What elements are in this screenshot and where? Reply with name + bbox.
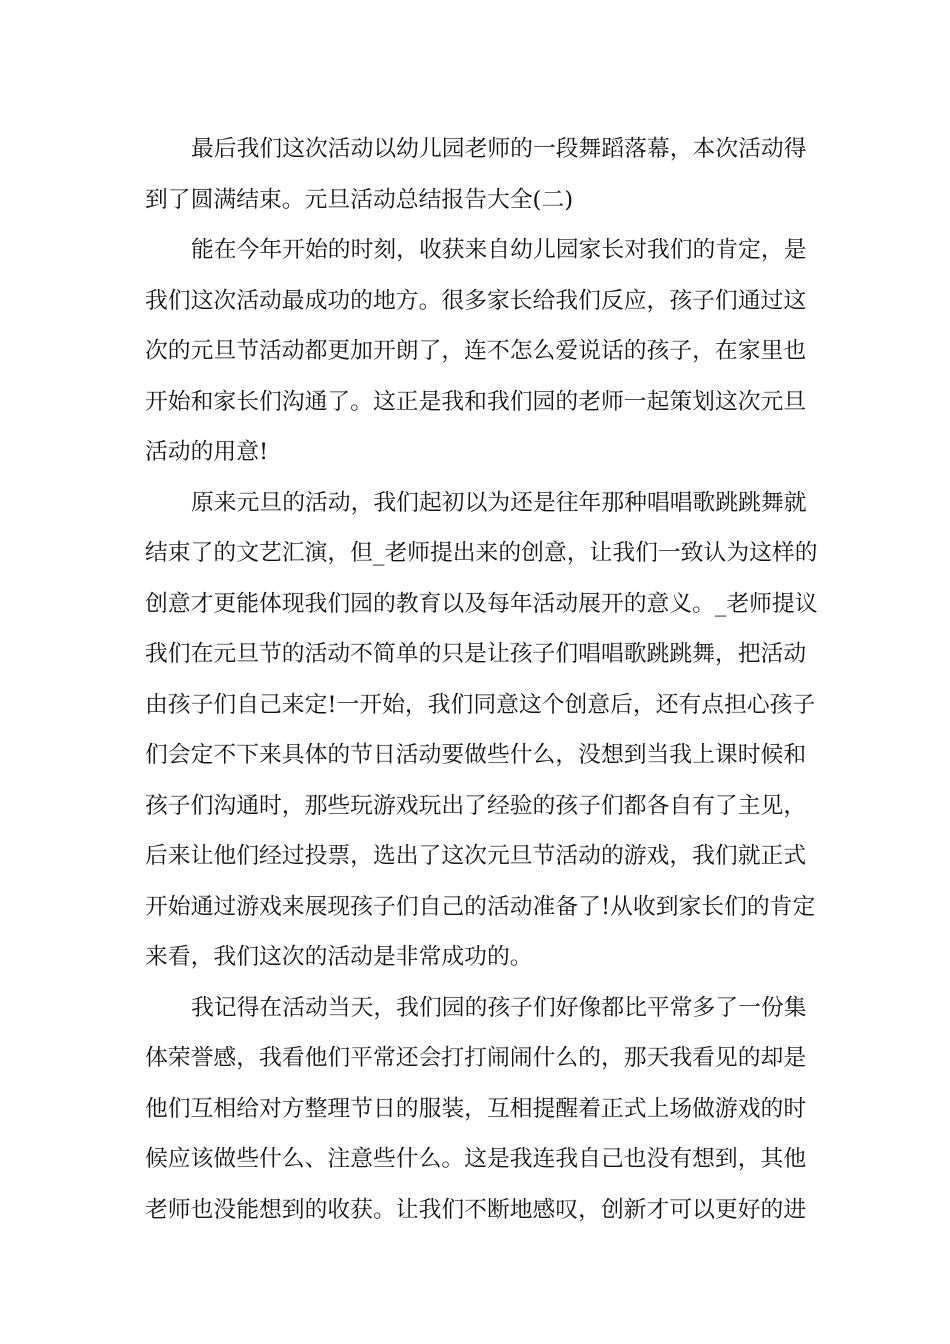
text-line: 能在今年开始的时刻，收获来自幼儿园家长对我们的肯定，是 [191, 237, 807, 263]
text-line: 孩子们沟通时，那些玩游戏玩出了经验的孩子们都各自有了主见， [145, 792, 807, 819]
text-line: 原来元旦的活动，我们起初以为还是往年那种唱唱歌跳跳舞就 [191, 489, 807, 516]
text-line: 创意才更能体现我们园的教育以及每年活动展开的意义。_老师提议 [145, 590, 818, 617]
text-line: 我们在元旦节的活动不简单的只是让孩子们唱唱歌跳跳舞，把活动 [145, 641, 807, 667]
text-line: 活动的用意! [145, 439, 269, 465]
text-line: 来看，我们这次的活动是非常成功的。 [145, 944, 533, 970]
document-page [145, 124, 818, 1235]
text-line: 体荣誉感，我看他们平常还会打打闹闹什么的，那天我看见的却是 [145, 1045, 807, 1071]
text-line: 老师也没能想到的收获。让我们不断地感叹，创新才可以更好的进 [145, 1196, 807, 1223]
text-line: 由孩子们自己来定!一开始，我们同意这个创意后，还有点担心孩子 [145, 691, 816, 718]
text-line: 到了圆满结束。元旦活动总结报告大全(二) [145, 186, 574, 213]
paragraph-2 [145, 225, 810, 478]
paragraph-3 [145, 478, 818, 983]
text-line: 后来让他们经过投票，选出了这次元旦节活动的游戏，我们就正式 [145, 843, 807, 869]
text-line: 次的元旦节活动都更加开朗了，连不怎么爱说话的孩子，在家里也 [145, 338, 807, 364]
text-line: 最后我们这次活动以幼儿园老师的一段舞蹈落幕，本次活动得 [191, 136, 807, 162]
text-line: 开始通过游戏来展现孩子们自己的活动准备了!从收到家长们的肯定 [145, 893, 816, 920]
text-line: 我记得在活动当天，我们园的孩子们好像都比平常多了一份集 [191, 994, 807, 1021]
text-line: 结束了的文艺汇演，但_老师提出来的创意，让我们一致认为这样的 [145, 540, 818, 566]
text-line: 我们这次活动最成功的地方。很多家长给我们反应，孩子们通过这 [145, 287, 807, 314]
text-line: 他们互相给对方整理节日的服装，互相提醒着正式上场做游戏的时 [145, 1095, 807, 1122]
paragraph-1 [145, 124, 810, 225]
text-line: 候应该做些什么、注意些什么。这是我连我自己也没有想到，其他 [145, 1146, 807, 1172]
text-line: 开始和家长们沟通了。这正是我和我们园的老师一起策划这次元旦 [145, 388, 807, 415]
text-line: 们会定不下来具体的节日活动要做些什么，没想到当我上课时候和 [145, 742, 807, 768]
paragraph-4 [145, 983, 810, 1236]
